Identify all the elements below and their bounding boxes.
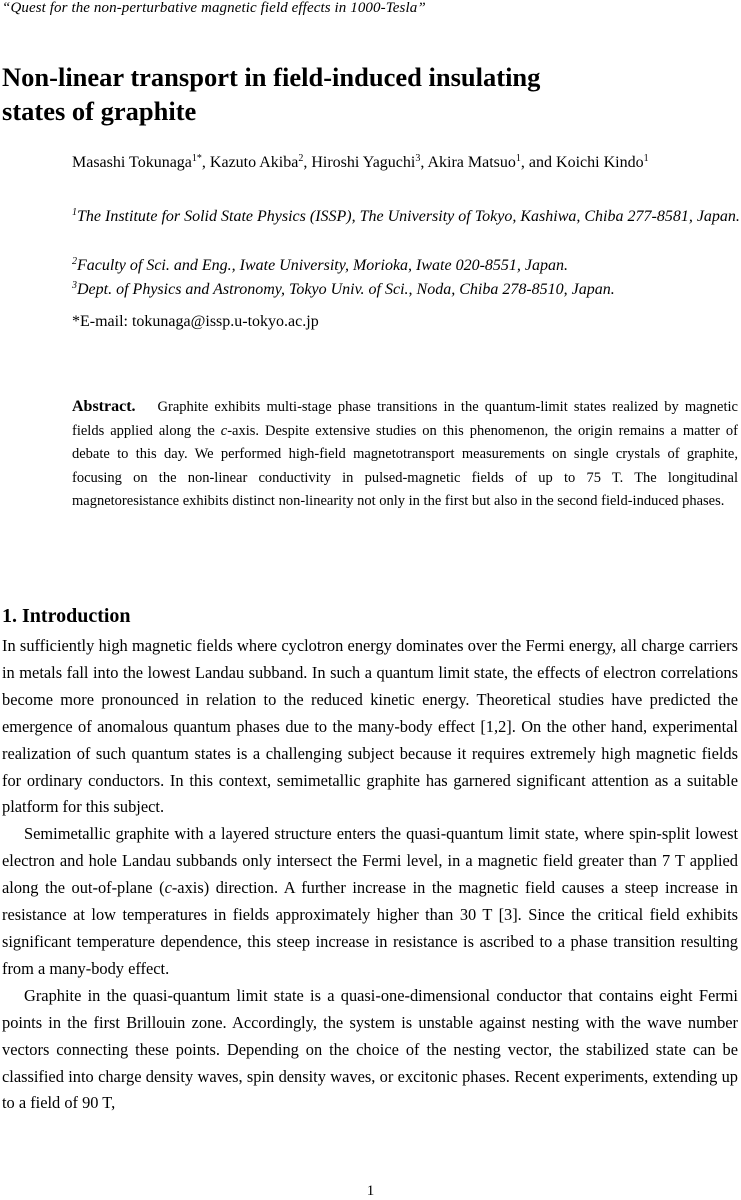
affiliation-1 <box>72 205 741 229</box>
affiliation-text: Dept. of Physics and Astronomy, Tokyo Univ. of Sci., Noda, Chiba 278-8510, Japan. <box>77 281 615 298</box>
affiliation-mark: 3 <box>72 280 77 291</box>
author-separator: , <box>420 154 428 171</box>
paper-title <box>2 60 722 128</box>
paragraph-text: Semimetallic graphite with a layered structure enters the quasi-quantum limit state, where spin-split lowest electron and hole Landau subbands only intersect the Fermi level, in a magnetic field greater than 7 T applied along the out-of-plane ( <box>2 824 738 898</box>
author-name: Kazuto Akiba <box>209 154 299 171</box>
title-line-2: states of graphite <box>2 96 197 126</box>
author-separator: , <box>303 154 312 171</box>
affiliation-mark: 2 <box>72 256 77 267</box>
abstract-italic: c <box>220 422 228 439</box>
author-affiliation-mark: 3 <box>415 153 421 164</box>
abstract-label: Abstract. <box>72 398 136 415</box>
author-list <box>72 150 738 175</box>
author-affiliation-mark: 1 <box>515 153 521 164</box>
page-number: 1 <box>366 1183 375 1199</box>
author-name: Akira Matsuo <box>427 154 516 171</box>
author-name: Hiroshi Yaguchi <box>311 154 416 171</box>
affiliation-text: The Institute for Solid State Physics (ISSP), The University of Tokyo, Kashiwa, Chiba 277-8581, Japan. <box>77 208 740 225</box>
author-separator: , <box>201 154 210 171</box>
affiliation-2 <box>72 254 741 278</box>
title-line-1: Non-linear transport in field-induced insulating <box>2 62 541 92</box>
affiliation-mark: 1 <box>72 207 77 218</box>
author-affiliation-mark: 1* <box>191 153 202 164</box>
author-name: Koichi Kindo <box>556 154 644 171</box>
corresponding-email: *E-mail: tokunaga@issp.u-tokyo.ac.jp <box>72 313 319 330</box>
affiliation-3 <box>72 278 741 302</box>
abstract <box>72 395 738 514</box>
author-separator: , and <box>520 154 557 171</box>
paragraph-3 <box>2 983 738 1118</box>
abstract-text: Graphite exhibits multi-stage phase transitions in the quantum-limit states realized by magnetic fields applied along the <box>72 399 738 439</box>
paragraph-text: In sufficiently high magnetic fields where cyclotron energy dominates over the Fermi energy, all charge carriers in metals fall into the lowest Landau subband. In such a quantum limit state, the effects of electron correlations become more pronounced in relation to the reduced kinetic energy. Theoretical studies have predicted the emergence of anomalous quantum phases due to the many-body effect [1,2]. On the other hand, experimental realization of such quantum states is a challenging subject because it requires extremely high magnetic fields for ordinary conductors. In this context, semimetallic graphite has garnered significant attention as a suitable platform for this subject. <box>2 636 738 817</box>
paragraph-1 <box>2 633 738 821</box>
section-heading: 1. Introduction <box>2 605 131 627</box>
paragraph-2 <box>2 821 738 982</box>
affiliation-text: Faculty of Sci. and Eng., Iwate University, Morioka, Iwate 020-8551, Japan. <box>77 257 569 274</box>
paragraph-text-continued: -axis) direction. A further increase in the magnetic field causes a steep increase in resistance at low temperatures in fields approximately higher than 30 T [3]. Since the critical field exhibits significant temperature dependence, this steep increase in resistance is ascribed to a phase transition resulting from a many-body effect. <box>2 878 739 978</box>
author-affiliation-mark: 2 <box>298 153 304 164</box>
abstract-text-continued: -axis. Despite extensive studies on this phenomenon, the origin remains a matter of debate to this day. We performed high-field magnetotransport measurements on single crystals of graphite, focusing on the non-linear conductivity in pulsed-magnetic fields of up to 75 T. The longitudinal magnetoresistance exhibits distinct non-linearity not only in the first but also in the second field-induced phases. <box>72 422 738 509</box>
section-body <box>2 633 738 1117</box>
author-name: Masashi Tokunaga <box>72 154 192 171</box>
paragraph-text: Graphite in the quasi-quantum limit state is a quasi-one-dimensional conductor that contains eight Fermi points in the first Brillouin zone. Accordingly, the system is unstable against nesting with the wave number vectors connecting these points. Depending on the choice of the nesting vector, the stabilized state can be classified into charge density waves, spin density waves, or excitonic phases. Recent experiments, extending up to a field of 90 T, <box>2 985 738 1113</box>
author-affiliation-mark: 1 <box>643 153 649 164</box>
paragraph-italic: c <box>164 878 172 898</box>
running-header: “Quest for the non-perturbative magnetic field effects in 1000-Tesla” <box>2 0 426 16</box>
